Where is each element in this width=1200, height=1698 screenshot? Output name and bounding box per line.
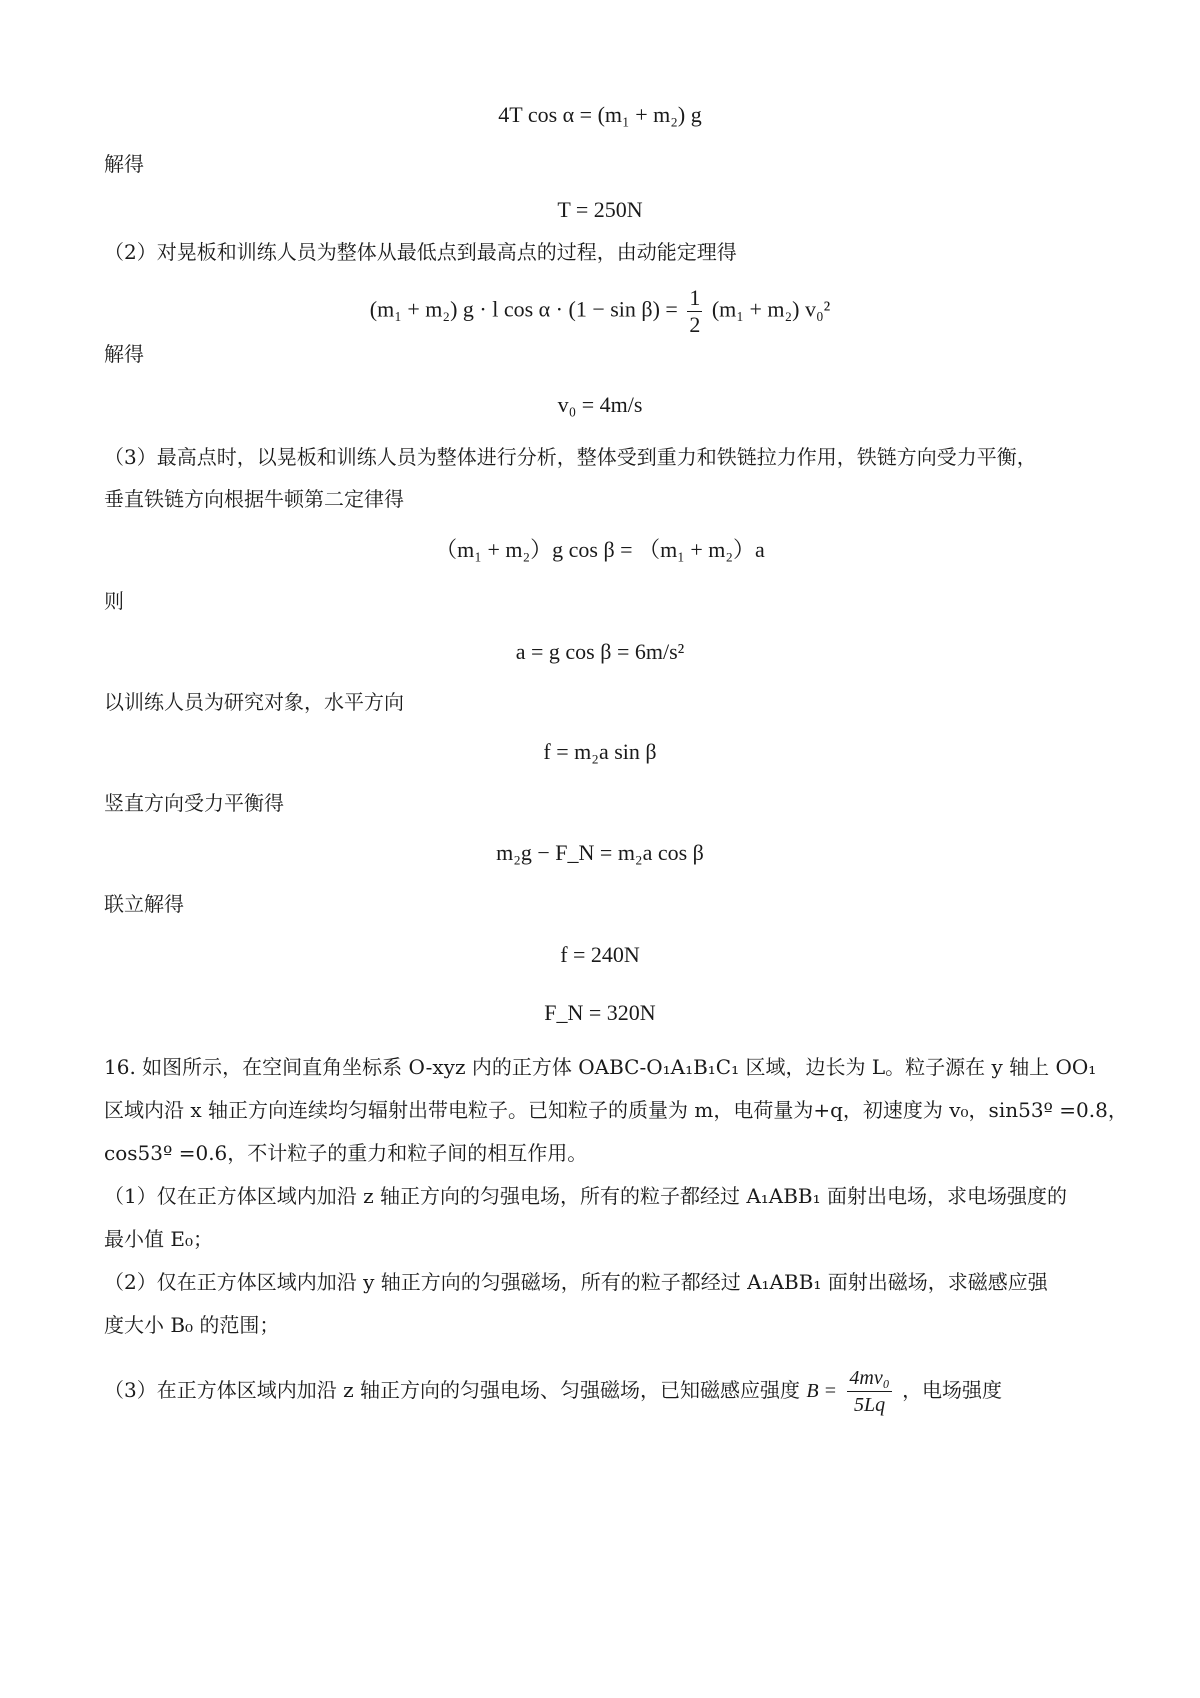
fraction-one-half	[687, 285, 702, 338]
question-3-line1	[104, 1362, 1096, 1419]
text-solve-2: 解得	[104, 342, 144, 366]
question-3-text: （3）在正方体区域内加沿 z 轴正方向的匀强电场、匀强磁场，已知磁感应强度	[104, 1378, 800, 1402]
equation-kinetic-left: (m₁ + m₂) g · l cos α · (1 − sin β) =	[369, 296, 678, 322]
text-solve: 解得	[104, 152, 144, 176]
text-part3-cont: 垂直铁链方向根据牛顿第二定律得	[104, 487, 404, 511]
equation-normal-result: F_N = 320N	[544, 1000, 656, 1025]
text-part3-intro: （3）最高点时，以晃板和训练人员为整体进行分析，整体受到重力和铁链拉力作用，铁链方向受力平衡，	[104, 445, 1037, 469]
equation-kinetic-right: (m₁ + m₂) v₀²	[711, 296, 831, 322]
question-2-line2: 度大小 B₀ 的范围；	[104, 1313, 280, 1337]
text-combined-solve: 联立解得	[104, 892, 184, 916]
fraction-denominator: 2	[689, 312, 701, 337]
equation-newton-second: （m₁ + m₂）g cos β = （m₁ + m₂）a	[435, 537, 765, 562]
equation-tension-result: T = 250N	[557, 197, 643, 222]
equation-kinetic-energy	[0, 285, 1200, 338]
fraction-magnetic-field	[847, 1365, 891, 1418]
problem-16-line3: cos53º =0.6，不计粒子的重力和粒子间的相互作用。	[104, 1141, 588, 1165]
fraction-denominator-b: 5Lq	[854, 1394, 886, 1416]
equation-friction-result: f = 240N	[560, 942, 640, 967]
text-then: 则	[104, 589, 124, 613]
equation-friction: f = m₂a sin β	[543, 739, 657, 764]
text-trainee-object: 以训练人员为研究对象，水平方向	[104, 690, 404, 714]
problem-16-line2: 区域内沿 x 轴正方向连续均匀辐射出带电粒子。已知粒子的质量为 m，电荷量为+q，初速度为 v₀，sin53º =0.8，	[104, 1098, 1128, 1122]
fraction-numerator: 1	[689, 285, 701, 310]
question-1-line1: （1）仅在正方体区域内加沿 z 轴正方向的匀强电场，所有的粒子都经过 A₁ABB₁ 面射出电场，求电场强度的	[104, 1184, 1068, 1208]
question-3-text-end: ，电场强度	[902, 1378, 1003, 1402]
equation-initial-speed: v₀ = 4m/s	[557, 392, 643, 417]
question-3-b-symbol: B =	[806, 1380, 838, 1402]
question-2-line1: （2）仅在正方体区域内加沿 y 轴正方向的匀强磁场，所有的粒子都经过 A₁ABB₁ 面射出磁场，求磁感应强	[104, 1270, 1048, 1294]
question-1-line2: 最小值 E₀；	[104, 1227, 213, 1251]
fraction-numerator-b: 4mv₀	[847, 1365, 891, 1392]
text-part2-intro: （2）对晃板和训练人员为整体从最低点到最高点的过程，由动能定理得	[104, 240, 737, 264]
equation-normal-force: m₂g − F_N = m₂a cos β	[496, 840, 704, 865]
equation-acceleration: a = g cos β = 6m/s²	[515, 639, 685, 664]
equation-tension-balance: 4T cos α = (m₁ + m₂) g	[498, 102, 702, 127]
text-vertical-balance: 竖直方向受力平衡得	[104, 791, 284, 815]
problem-16-line1: 16. 如图所示，在空间直角坐标系 O-xyz 内的正方体 OABC-O₁A₁B₁C₁ 区域，边长为 L。粒子源在 y 轴上 OO₁	[104, 1055, 1097, 1079]
